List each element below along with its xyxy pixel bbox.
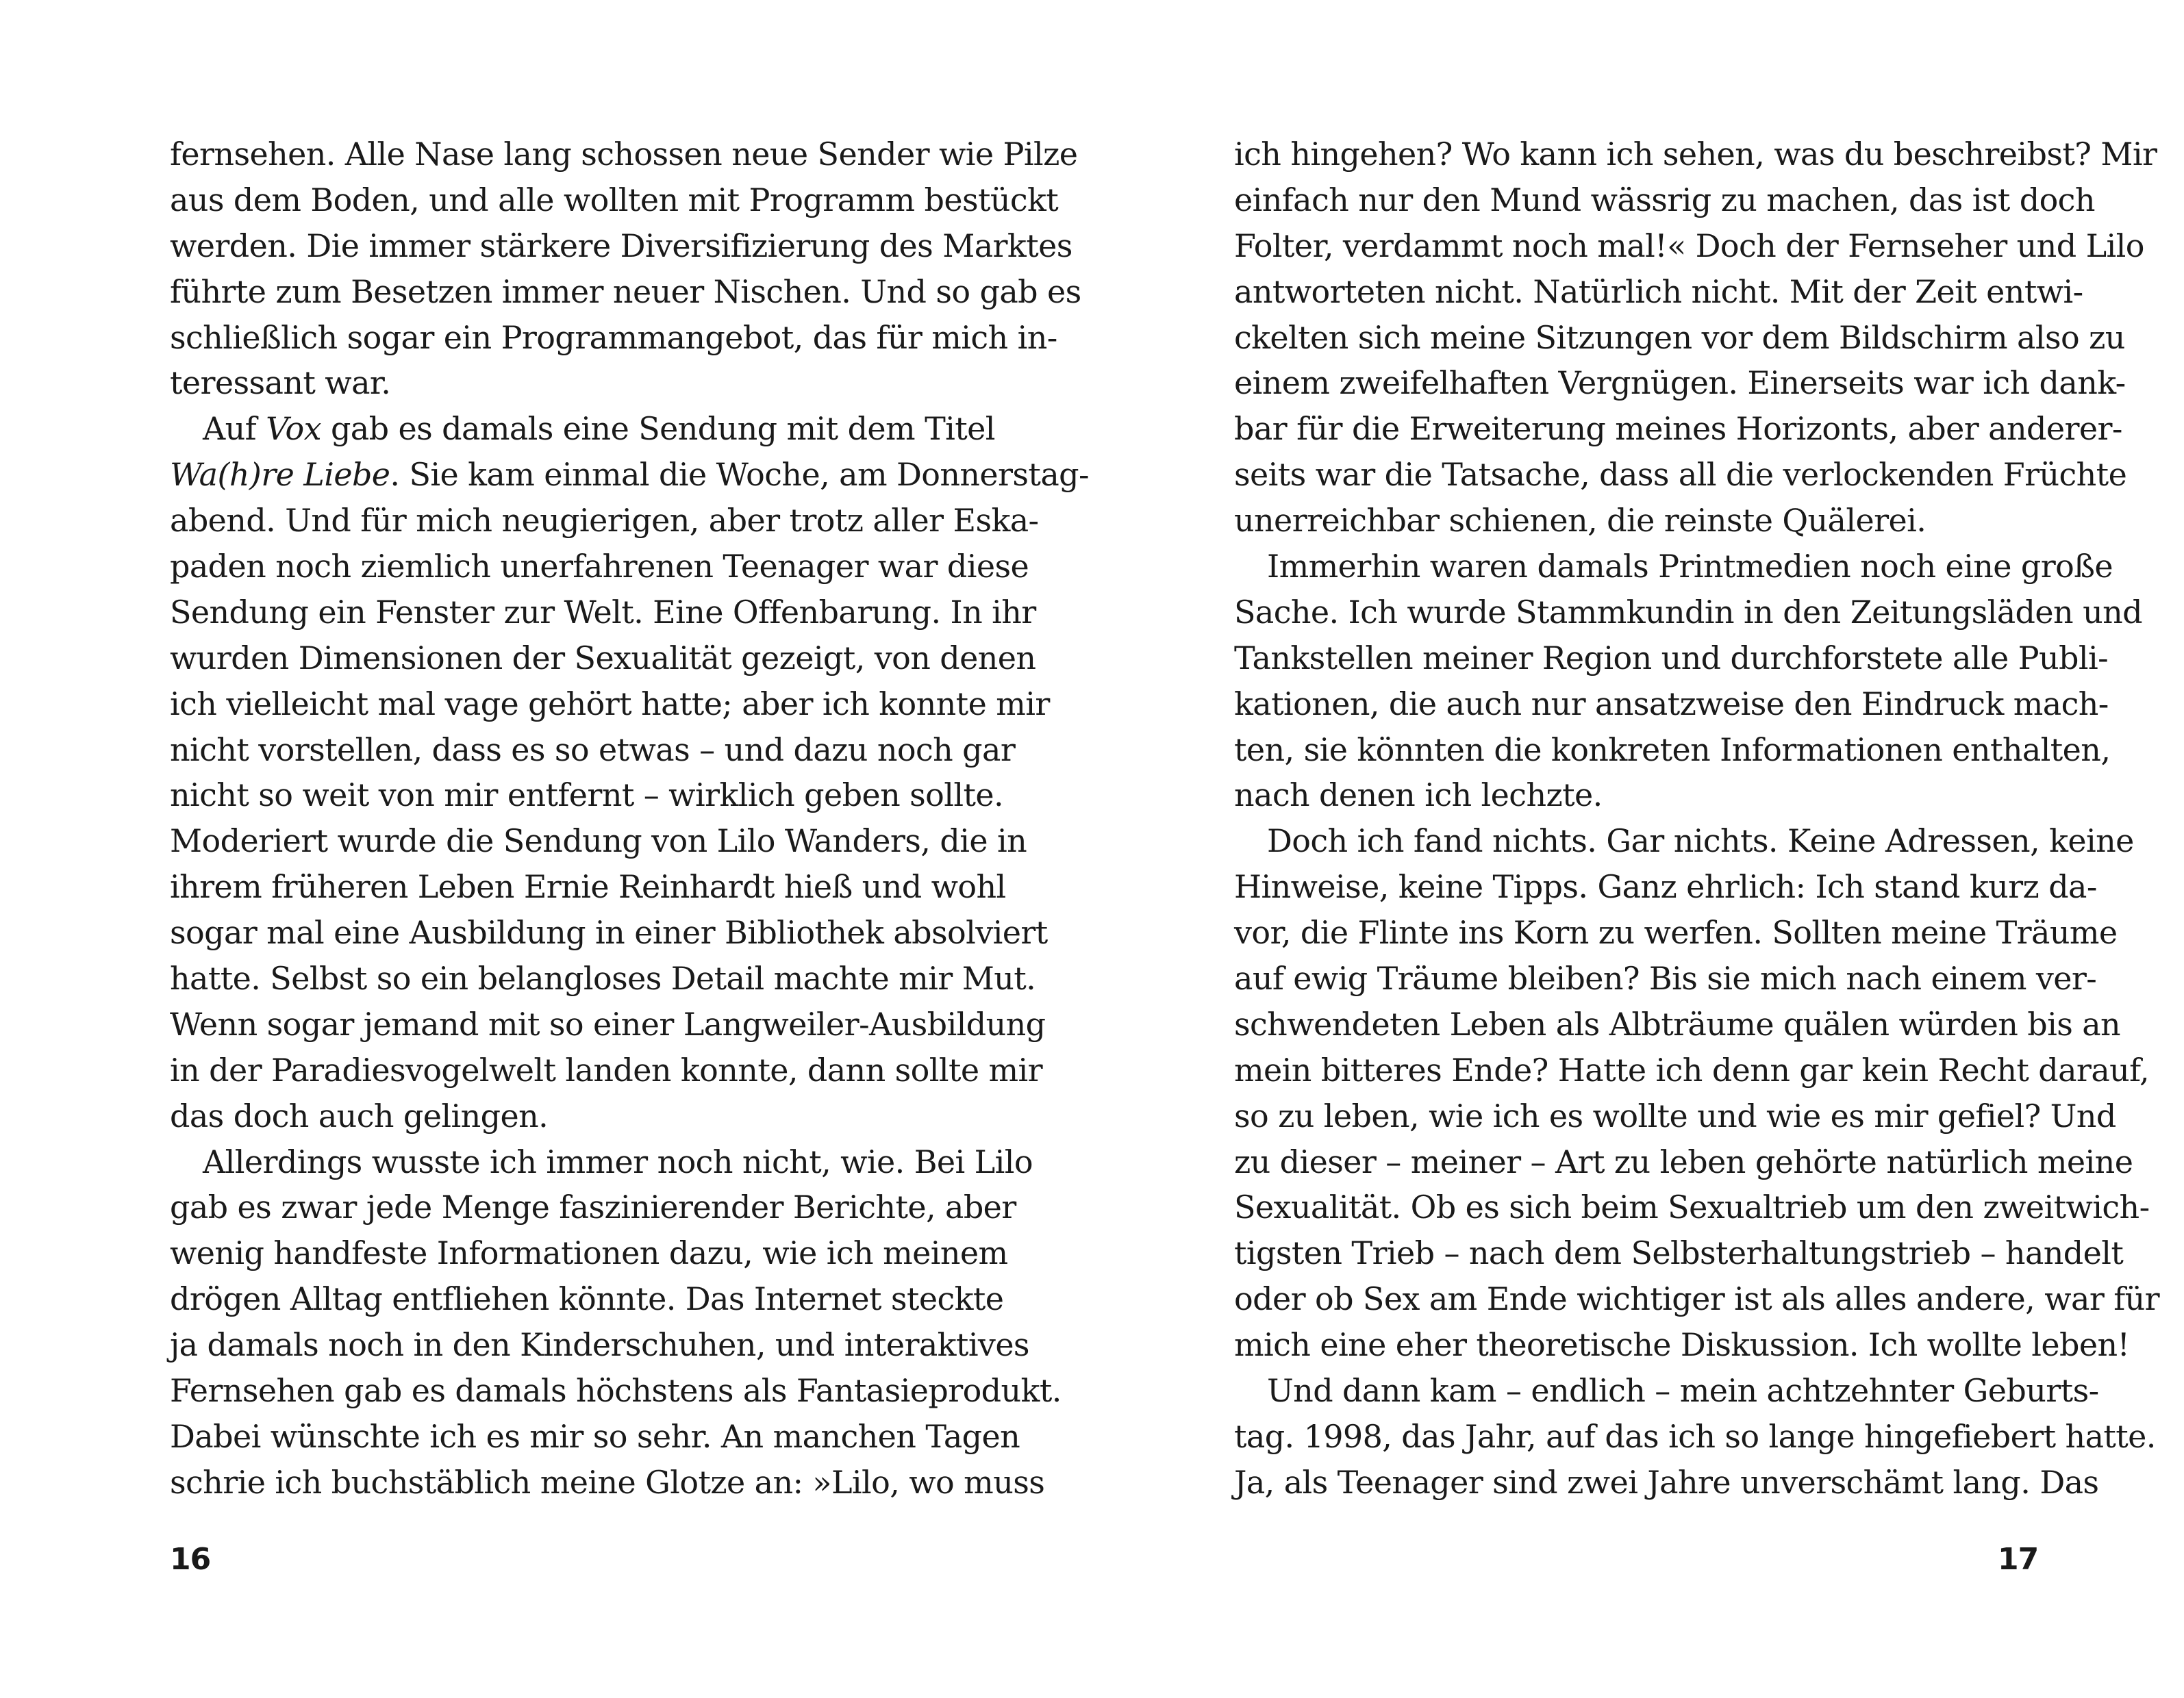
text-line (170, 452, 1089, 498)
text-line: wurden Dimensionen der Sexualität gezeigt, von denen (170, 639, 1036, 676)
text-segment: Auf (203, 410, 266, 448)
text-line: ja damals noch in den Kinderschuhen, und interaktives (170, 1326, 1029, 1364)
text-line: Allerdings wusste ich immer noch nicht, wie. Bei Lilo (203, 1143, 1033, 1180)
text-line (170, 406, 995, 452)
text-line: Ja, als Teenager sind zwei Jahre unverschämt lang. Das (1234, 1463, 2099, 1501)
text-line: vor, die Flinte ins Korn zu werfen. Sollten meine Träume (1234, 914, 2118, 952)
text-line: mein bitteres Ende? Hatte ich denn gar kein Recht darauf, (1234, 1051, 2149, 1089)
text-line: Sache. Ich wurde Stammkundin in den Zeitungsläden und (1234, 593, 2142, 631)
italic-title: Wa(h)re Liebe (170, 456, 390, 494)
text-line: so zu leben, wie ich es wollte und wie es mir gefiel? Und (1234, 1097, 2116, 1135)
text-line: ich vielleicht mal vage gehört hatte; aber ich konnte mir (170, 685, 1050, 722)
text-line: Und dann kam – endlich – mein achtzehnter Geburts- (1267, 1372, 2099, 1410)
text-line: teressant war. (170, 364, 391, 402)
text-line: nicht vorstellen, dass es so etwas – und dazu noch gar (170, 731, 1016, 768)
text-line: kationen, die auch nur ansatzweise den Eindruck mach- (1234, 685, 2109, 722)
text-line: Sexualität. Ob es sich beim Sexualtrieb um den zweitwich- (1234, 1189, 2150, 1226)
text-line: ckelten sich meine Sitzungen vor dem Bildschirm also zu (1234, 318, 2125, 356)
text-line: zu dieser – meiner – Art zu leben gehörte natürlich meine (1234, 1143, 2133, 1180)
text-line: nach denen ich lechzte. (1234, 776, 1603, 814)
text-line: wenig handfeste Informationen dazu, wie ich meinem (170, 1234, 1008, 1272)
text-line: Hinweise, keine Tipps. Ganz ehrlich: Ich stand kurz da- (1234, 868, 2097, 906)
text-line: Sendung ein Fenster zur Welt. Eine Offenbarung. In ihr (170, 593, 1036, 631)
text-line: ten, sie könnten die konkreten Informationen enthalten, (1234, 731, 2111, 768)
text-line: Dabei wünschte ich es mir so sehr. An manchen Tagen (170, 1417, 1020, 1455)
text-line: aus dem Boden, und alle wollten mit Programm bestückt (170, 181, 1059, 218)
text-line: Folter, verdammt noch mal!« Doch der Fernseher und Lilo (1234, 227, 2144, 264)
text-line: abend. Und für mich neugierigen, aber trotz aller Eska- (170, 502, 1039, 540)
text-line: auf ewig Träume bleiben? Bis sie mich nach einem ver- (1234, 960, 2097, 998)
text-line: oder ob Sex am Ende wichtiger ist als alles andere, war für (1234, 1280, 2160, 1318)
text-line: Tankstellen meiner Region und durchforstete alle Publi- (1234, 639, 2109, 676)
text-line: paden noch ziemlich unerfahrenen Teenager war diese (170, 548, 1029, 585)
text-line: schließlich sogar ein Programmangebot, das für mich in- (170, 318, 1057, 356)
text-line: ihrem früheren Leben Ernie Reinhardt hieß und wohl (170, 868, 1006, 906)
text-line: seits war die Tatsache, dass all die verlockenden Früchte (1234, 456, 2127, 494)
text-line: einem zweifelhaften Vergnügen. Einerseits war ich dank- (1234, 364, 2126, 402)
text-line: das doch auch gelingen. (170, 1097, 549, 1135)
text-line: führte zum Besetzen immer neuer Nischen. Und so gab es (170, 273, 1081, 310)
text-line: unerreichbar schienen, die reinste Quälerei. (1234, 502, 1926, 540)
text-line: ich hingehen? Wo kann ich sehen, was du beschreibst? Mir (1234, 136, 2157, 173)
text-line: Wenn sogar jemand mit so einer Langweiler-Ausbildung (170, 1005, 1046, 1043)
text-line: in der Paradiesvogelwelt landen konnte, dann sollte mir (170, 1051, 1043, 1089)
text-line: bar für die Erweiterung meines Horizonts, aber anderer- (1234, 410, 2122, 448)
text-line: antworteten nicht. Natürlich nicht. Mit der Zeit entwi- (1234, 273, 2083, 310)
text-segment: gab es damals eine Sendung mit dem Titel (321, 410, 995, 448)
text-line: Doch ich fand nichts. Gar nichts. Keine Adressen, keine (1267, 822, 2134, 860)
text-segment: . Sie kam einmal die Woche, am Donnerstag- (390, 456, 1089, 494)
text-line: hatte. Selbst so ein belangloses Detail machte mir Mut. (170, 960, 1036, 998)
text-line: gab es zwar jede Menge faszinierender Berichte, aber (170, 1189, 1016, 1226)
text-line: fernsehen. Alle Nase lang schossen neue Sender wie Pilze (170, 136, 1078, 173)
text-line: nicht so weit von mir entfernt – wirklich geben sollte. (170, 776, 1003, 814)
text-line: tigsten Trieb – nach dem Selbsterhaltungstrieb – handelt (1234, 1234, 2124, 1272)
text-line: Moderiert wurde die Sendung von Lilo Wanders, die in (170, 822, 1027, 860)
right-page (1092, 0, 2184, 1698)
left-page-text (170, 131, 1089, 1506)
text-line: werden. Die immer stärkere Diversifizierung des Marktes (170, 227, 1072, 264)
text-line: schwendeten Leben als Albträume quälen würden bis an (1234, 1005, 2121, 1043)
text-line: Immerhin waren damals Printmedien noch eine große (1267, 548, 2113, 585)
text-line: Fernsehen gab es damals höchstens als Fantasieprodukt. (170, 1372, 1062, 1410)
left-page-number: 16 (170, 1542, 211, 1577)
italic-title: Vox (266, 410, 321, 448)
text-line: tag. 1998, das Jahr, auf das ich so lange hingefiebert hatte. (1234, 1417, 2156, 1455)
right-page-number: 17 (1998, 1542, 2039, 1577)
right-page-text (1234, 131, 2160, 1506)
text-line: schrie ich buchstäblich meine Glotze an: »Lilo, wo muss (170, 1463, 1045, 1501)
text-line: einfach nur den Mund wässrig zu machen, das ist doch (1234, 181, 2095, 218)
text-line: drögen Alltag entfliehen könnte. Das Internet steckte (170, 1280, 1004, 1318)
text-line: mich eine eher theoretische Diskussion. Ich wollte leben! (1234, 1326, 2130, 1364)
text-line: sogar mal eine Ausbildung in einer Bibliothek absolviert (170, 914, 1048, 952)
